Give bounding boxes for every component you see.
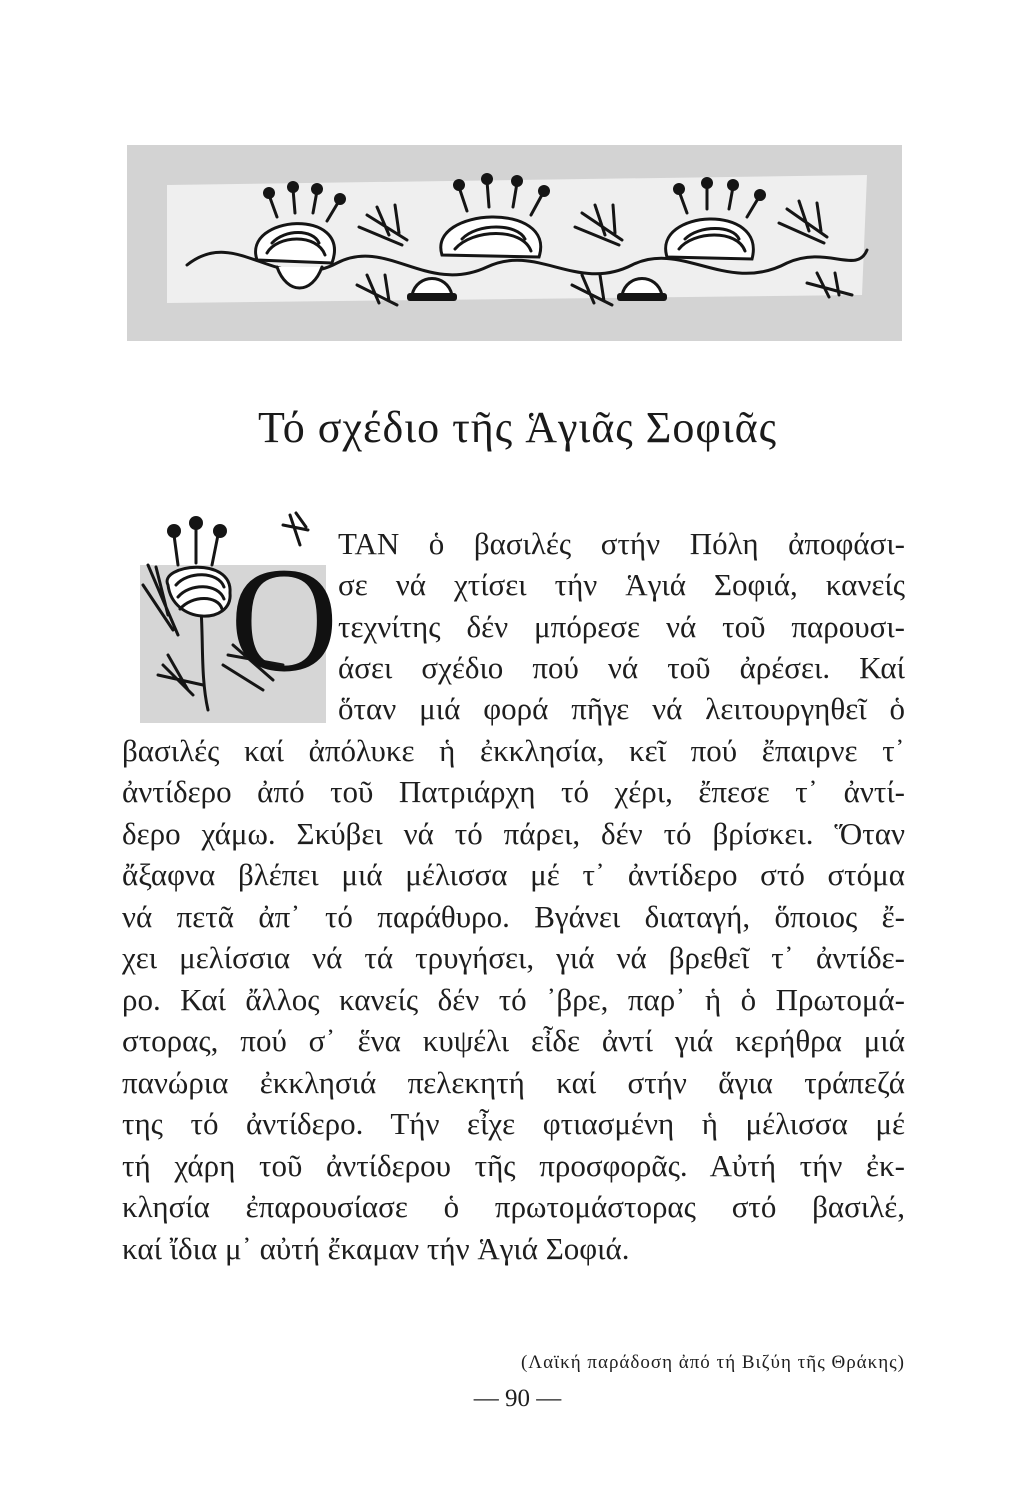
- paragraph-line: καί ἴδια μ᾽ αὐτή ἔκαμαν τήν Ἁγιά Σοφιά.: [122, 1231, 630, 1266]
- paragraph-line: ΤΑΝ ὁ βασιλές στήν Πόλη ἀποφάσι-: [338, 526, 905, 561]
- paragraph-line: τεχνίτης δέν μπόρεσε νά τοῦ παρουσι-: [338, 609, 905, 644]
- story-title: Τό σχέδιο τῆς Ἁγιᾶς Σοφιᾶς: [257, 403, 778, 452]
- paragraph-line: ὅταν μιά φορά πῆγε νά λειτουργηθεῖ ὁ: [338, 691, 905, 726]
- paragraph-line: ἄξαφνα βλέπει μιά μέλισσα μέ τ᾽ ἀντίδερο στό στόμα: [122, 857, 905, 892]
- initial-letter-glyph: Ο: [230, 537, 339, 703]
- paragraph-line: βασιλές καί ἀπόλυκε ἡ ἐκκλησία, κεῖ πού ἔπαιρνε τ᾽: [122, 733, 905, 768]
- paragraph-line: ρο. Καί ἄλλος κανείς δέν τό ᾽βρε, παρ᾽ ἡ ὁ Πρωτομά-: [122, 982, 905, 1017]
- floral-banner-illustration: [127, 145, 902, 341]
- paragraph-line: στορας, πού σ᾽ ἕνα κυψέλι εἶδε ἀντί γιά κερήθρα μιά: [122, 1023, 905, 1058]
- paragraph-line: χει μελίσσια νά τά τρυγήσει, γιά νά βρεθεῖ τ᾽ ἀντίδε-: [122, 940, 905, 975]
- decorated-initial-letter: [138, 505, 339, 727]
- paragraph-line: δερο χάμω. Σκύβει νά τό πάρει, δέν τό βρίσκει. Ὅταν: [122, 816, 905, 851]
- paragraph-line: τή χάρη τοῦ ἀντίδερου τῆς προσφορᾶς. Αὐτή τήν ἐκ-: [122, 1148, 905, 1183]
- paragraph-line: ἀντίδερο ἀπό τοῦ Πατριάρχη τό χέρι, ἔπεσε τ᾽ ἀντί-: [122, 774, 905, 809]
- paragraph-line: νά πετᾶ ἀπ᾽ τό παράθυρο. Βγάνει διαταγή, ὅποιος ἔ-: [122, 899, 905, 934]
- source-attribution: (Λαϊκή παράδοση ἀπό τή Βιζύη τῆς Θράκης): [520, 1352, 905, 1373]
- paragraph-line: άσει σχέδιο πού νά τοῦ ἀρέσει. Καί: [338, 650, 905, 685]
- paragraph-line: της τό ἀντίδερο. Τήν εἶχε φτιασμένη ἡ μέλισσα μέ: [122, 1106, 905, 1141]
- paragraph-line: κλησία ἐπαρουσίασε ὁ πρωτομάστορας στό βασιλέ,: [122, 1189, 905, 1224]
- paragraph-line: σε νά χτίσει τήν Ἁγιά Σοφιά, κανείς: [338, 567, 905, 602]
- paragraph-line: πανώρια ἐκκλησιά πελεκητή καί στήν ἅγια τράπεζά: [122, 1065, 905, 1100]
- page-number: — 90 —: [473, 1385, 562, 1412]
